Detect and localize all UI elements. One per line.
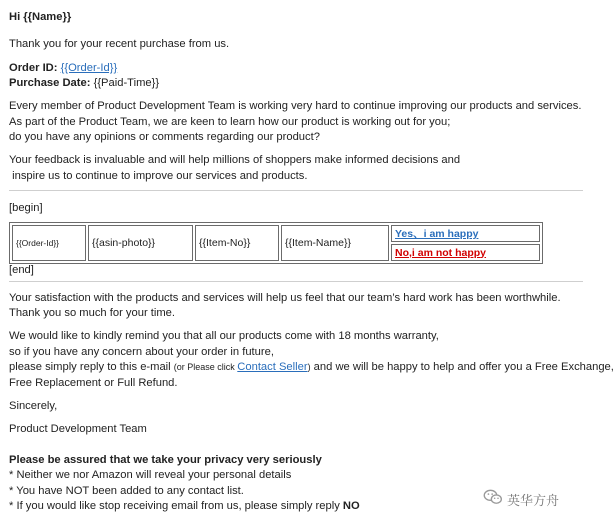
para3-line2: Thank you so much for your time. [9, 307, 176, 319]
table-row [12, 225, 540, 242]
para1-line3: do you have any opinions or comments regarding our product? [9, 131, 320, 143]
privacy-item-3 [9, 498, 360, 514]
divider-top [9, 190, 583, 191]
not-happy-link[interactable]: No,i am not happy [395, 246, 487, 259]
para1-line1: Every member of Product Development Team is working very hard to continue improving our products and services. [9, 100, 582, 112]
begin-marker: [begin] [9, 202, 43, 214]
purchase-date-label: Purchase Date [9, 77, 87, 89]
privacy-item-2: * You have NOT been added to any contact list. [9, 485, 244, 497]
para4-line4: Free Replacement or Full Refund. [9, 377, 178, 389]
order-id-line: Order ID: {{Order-Id}} [9, 62, 118, 74]
divider-bottom [9, 281, 583, 282]
para4-line3-aside: (or Please click [173, 362, 238, 372]
thanks-text: Thank you for your recent purchase from us. [9, 38, 230, 50]
privacy-item-1: * Neither we nor Amazon will reveal your personal details [9, 469, 292, 481]
privacy-item-3-no: NO [342, 500, 360, 512]
item-no-cell: {{Item-No}} [195, 225, 279, 261]
para4-line3 [9, 359, 614, 375]
asin-photo-cell: {{asin-photo}} [88, 225, 193, 261]
purchase-date-value: {{Paid-Time}} [93, 77, 160, 89]
para2-line1: Your feedback is invaluable and will help millions of shoppers make informed decisions and [9, 154, 461, 166]
order-id-label: Order ID [9, 62, 54, 74]
end-marker: [end] [9, 264, 34, 276]
watermark [483, 488, 573, 510]
para4-line3-rest: and we will be happy to help and offer you a Free Exchange, [310, 361, 614, 373]
para4-line3-aside-close: ) [307, 362, 311, 372]
purchase-date-line: Purchase Date: {{Paid-Time}} [9, 77, 160, 89]
happy-cell [391, 225, 540, 242]
para2-line2: inspire us to continue to improve our services and products. [9, 170, 308, 182]
greeting: Hi {{Name}} [9, 11, 72, 23]
wechat-logo-icon [483, 487, 503, 511]
order-id-cell: {{Order-Id}} [12, 225, 86, 261]
para4-line1: We would like to kindly remind you that all our products come with 18 months warranty, [9, 330, 439, 342]
template-table [9, 222, 543, 264]
para1-line2: As part of the Product Team, we are keen to learn how our product is working out for you; [9, 116, 451, 128]
happy-link[interactable]: Yes、i am happy [395, 228, 479, 240]
signoff: Sincerely, [9, 400, 58, 412]
order-id-link[interactable]: {{Order-Id}} [60, 62, 118, 74]
watermark-text: 英华方舟 [507, 493, 560, 509]
not-happy-cell [391, 244, 540, 261]
para4-line2: so if you have any concern about your order in future, [9, 346, 274, 358]
privacy-heading: Please be assured that we take your privacy very seriously [9, 454, 322, 466]
item-name-cell: {{Item-Name}} [281, 225, 389, 261]
contact-seller-link[interactable]: Contact Seller [237, 361, 308, 373]
para4-line3-text: please simply reply to this e-mail [9, 361, 174, 373]
para3-line1: Your satisfaction with the products and services will help us feel that our team’s hard work has been worthwhile. [9, 292, 561, 304]
privacy-item-3-text: * If you would like stop receiving email from us, please simply reply [9, 500, 343, 512]
signature: Product Development Team [9, 423, 147, 435]
